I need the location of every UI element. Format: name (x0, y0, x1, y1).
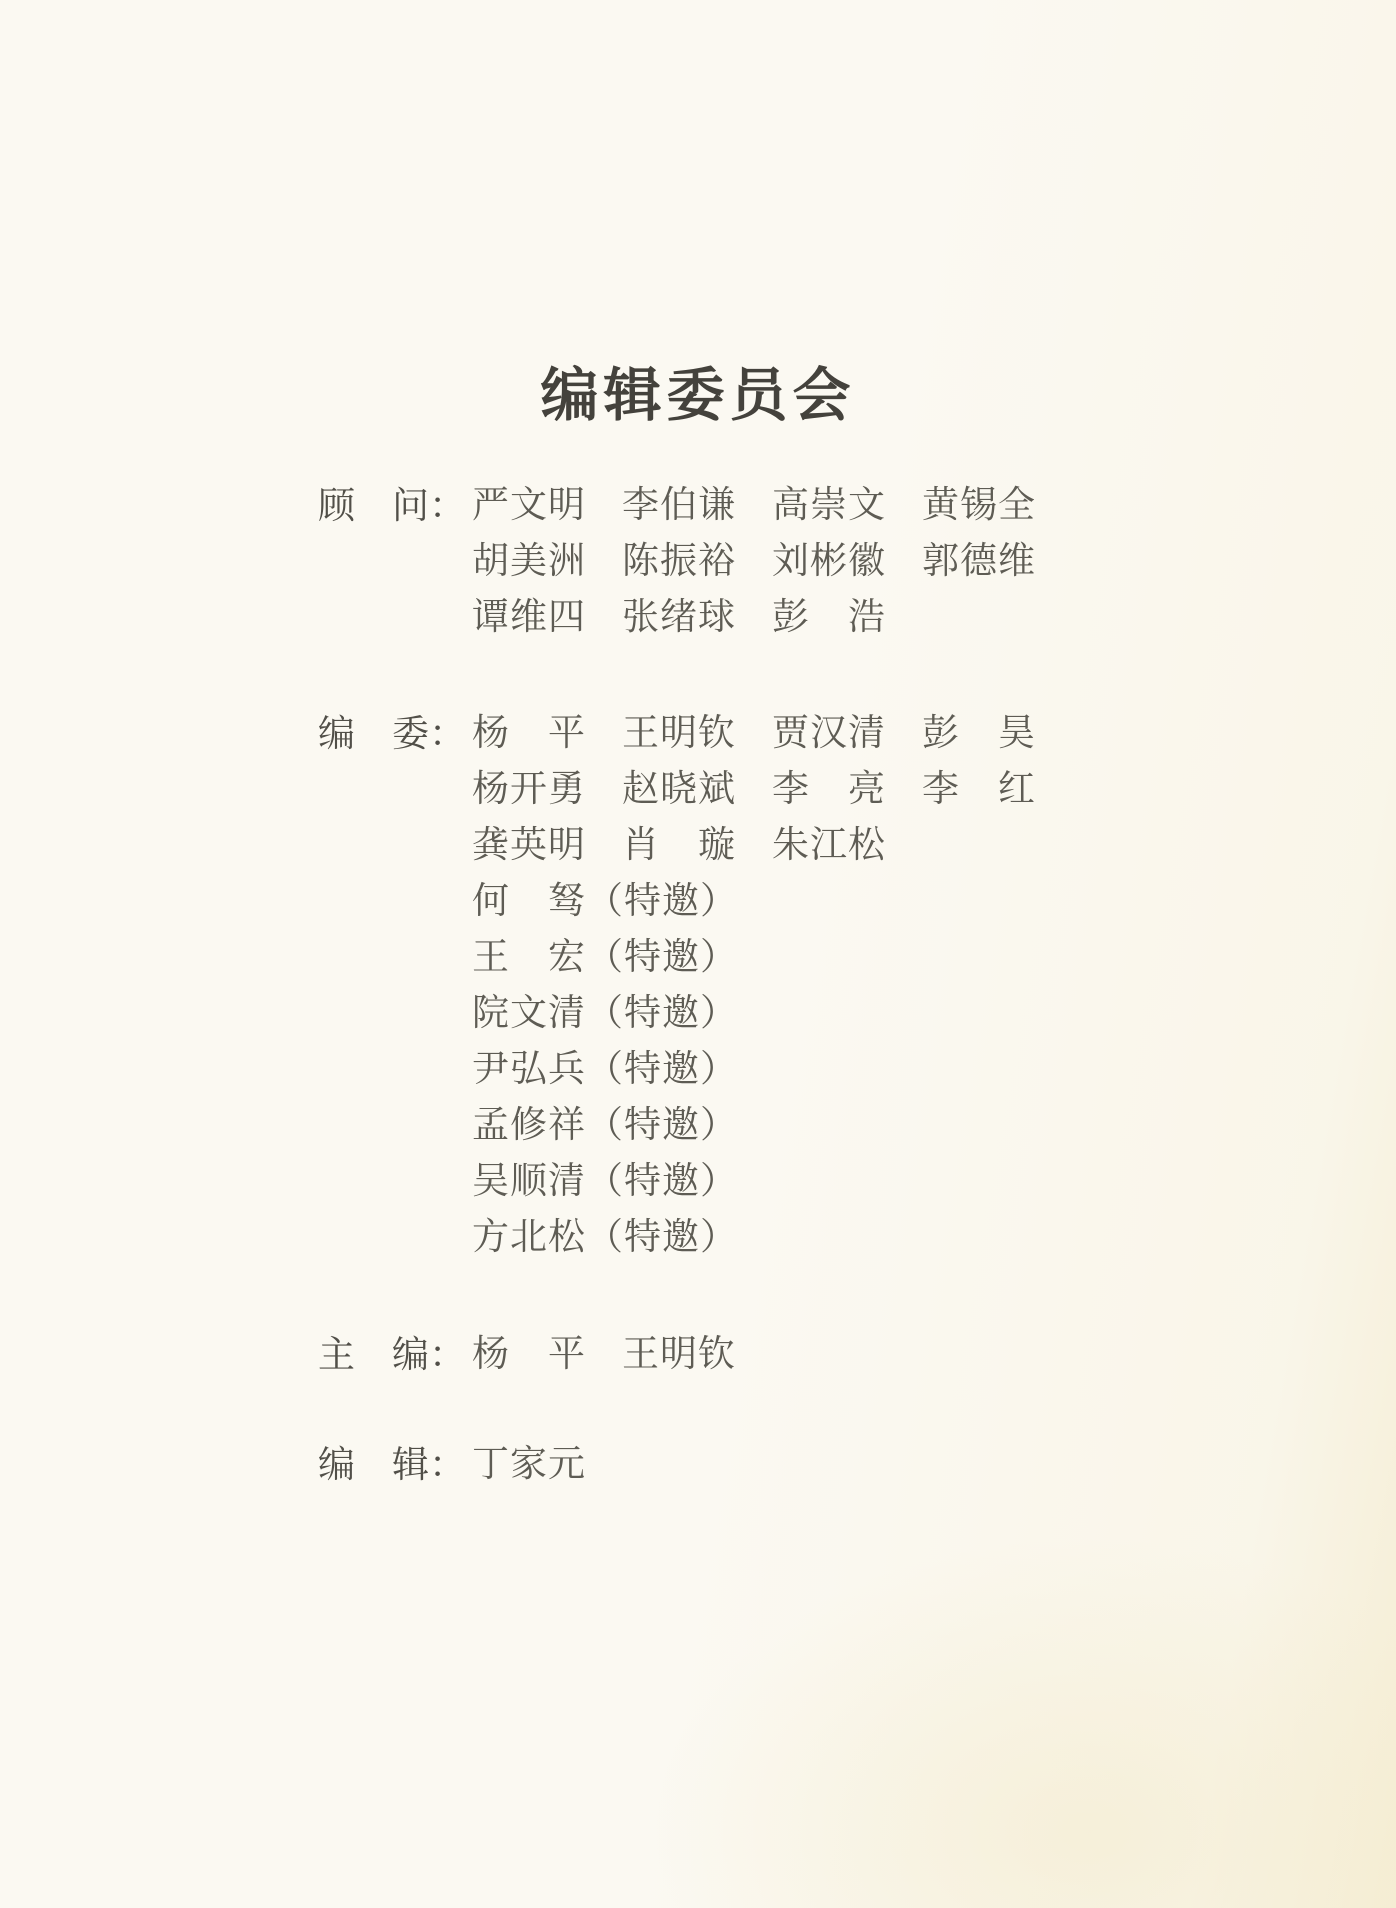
name-item: 彭 浩 (772, 597, 886, 638)
name-item: 李 红 (922, 769, 1036, 810)
section-advisors (318, 478, 1036, 646)
name-row (472, 590, 1036, 646)
name-item: 肖 璇 (622, 825, 736, 866)
names-column (472, 1327, 736, 1383)
name-row (472, 478, 1036, 534)
name-item: 杨 平 (472, 1334, 586, 1375)
name-item: 王 宏（特邀） (472, 937, 738, 978)
name-row (472, 986, 1036, 1042)
name-item: 王明钦 (622, 713, 736, 754)
name-item: 彭 昊 (922, 713, 1036, 754)
name-row (472, 1210, 1036, 1266)
names-column (472, 1437, 586, 1493)
name-item: 胡美洲 (472, 541, 586, 582)
name-item: 吴顺清（特邀） (472, 1161, 738, 1202)
name-row (472, 1098, 1036, 1154)
name-item: 刘彬徽 (772, 541, 886, 582)
name-row (472, 1154, 1036, 1210)
name-item: 郭德维 (922, 541, 1036, 582)
name-row (472, 818, 1036, 874)
name-item: 方北松（特邀） (472, 1217, 738, 1258)
name-item: 贾汉清 (772, 713, 886, 754)
name-item: 王明钦 (622, 1334, 736, 1375)
name-item: 李 亮 (772, 769, 886, 810)
name-item: 何 驽（特邀） (472, 881, 738, 922)
name-item: 李伯谦 (622, 485, 736, 526)
name-item: 孟修祥（特邀） (472, 1105, 738, 1146)
name-item: 谭维四 (472, 597, 586, 638)
name-row (472, 930, 1036, 986)
role-label-chief: 主 编： (318, 1334, 466, 1375)
role-label-board: 编 委： (318, 713, 466, 754)
name-item: 龚英明 (472, 825, 586, 866)
name-item: 陈振裕 (622, 541, 736, 582)
name-item: 张绪球 (622, 597, 736, 638)
section-chief (318, 1327, 736, 1383)
section-editor (318, 1437, 586, 1493)
name-item: 严文明 (472, 485, 586, 526)
name-item: 杨 平 (472, 713, 586, 754)
role-label-editor: 编 辑： (318, 1444, 466, 1485)
name-row (472, 762, 1036, 818)
name-item: 院文清（特邀） (472, 993, 738, 1034)
role-label-advisors: 顾 问： (318, 485, 466, 526)
name-item: 尹弘兵（特邀） (472, 1049, 738, 1090)
name-row (472, 874, 1036, 930)
name-item: 丁家元 (472, 1444, 586, 1485)
names-column (472, 478, 1036, 646)
name-row (472, 534, 1036, 590)
name-row (472, 1437, 586, 1493)
name-item: 赵晓斌 (622, 769, 736, 810)
name-item: 朱江松 (772, 825, 886, 866)
section-board (318, 706, 1036, 1266)
name-item: 杨开勇 (472, 769, 586, 810)
names-column (472, 706, 1036, 1266)
name-row (472, 1042, 1036, 1098)
page-title: 编辑委员会 (540, 363, 856, 428)
name-row (472, 706, 1036, 762)
name-item: 高崇文 (772, 485, 886, 526)
name-item: 黄锡全 (922, 485, 1036, 526)
name-row (472, 1327, 736, 1383)
